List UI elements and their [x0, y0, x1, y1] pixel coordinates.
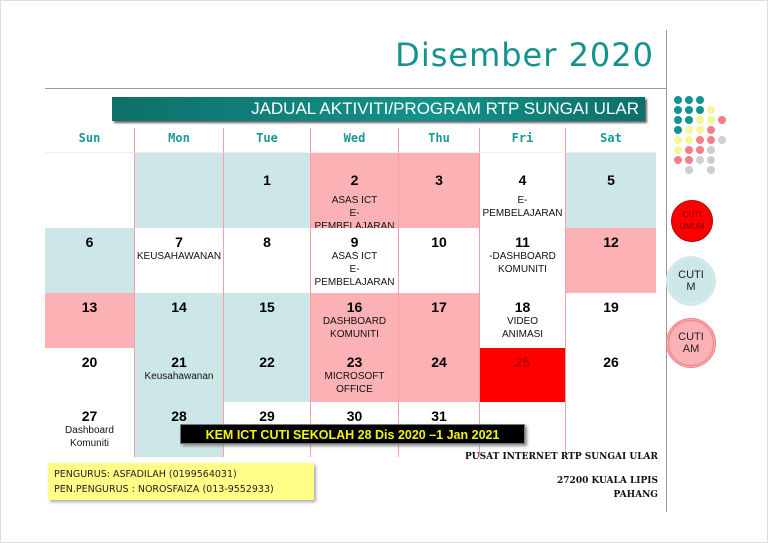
- day-cell[interactable]: [135, 153, 224, 228]
- dot: [685, 156, 693, 164]
- day-number: 11: [515, 234, 530, 250]
- day-number: 14: [171, 299, 187, 315]
- day-cell[interactable]: [135, 228, 224, 293]
- contact-manager: PENGURUS: ASFADILAH (0199564031): [54, 469, 237, 480]
- day-cell[interactable]: [45, 228, 135, 293]
- banner: JADUAL AKTIVITI/PROGRAM RTP SUNGAI ULAR: [112, 97, 645, 121]
- dot: [707, 166, 715, 174]
- day-number: 17: [431, 299, 447, 315]
- contact-box: [48, 463, 314, 500]
- day-cell[interactable]: [45, 348, 135, 402]
- contact-assistant: PEN.PENGURUS : NOROSFAIZA (013-9552933): [54, 484, 274, 495]
- day-cell[interactable]: [399, 153, 480, 228]
- day-cell[interactable]: [566, 402, 656, 457]
- address-line: PAHANG: [613, 490, 658, 500]
- dot: [707, 136, 715, 144]
- day-cell[interactable]: [480, 153, 566, 228]
- day-cell[interactable]: [311, 293, 399, 348]
- dot: [685, 116, 693, 124]
- day-cell[interactable]: [480, 348, 566, 402]
- day-number: 22: [259, 354, 275, 370]
- event-label: -DASHBOARD KOMUNITI: [489, 251, 556, 275]
- day-cell[interactable]: [135, 348, 224, 402]
- dot: [696, 126, 704, 134]
- day-cell[interactable]: [45, 153, 135, 228]
- day-number: 24: [431, 354, 447, 370]
- day-number: 16: [346, 299, 363, 315]
- day-number: 23: [346, 354, 363, 370]
- day-number: 27: [81, 408, 98, 424]
- event-label: ASAS ICT E-PEMBELAJARAN: [314, 195, 395, 228]
- dot: [707, 116, 715, 124]
- dot: [685, 166, 693, 174]
- day-cell[interactable]: [399, 348, 480, 402]
- dot: [707, 156, 715, 164]
- day-cell[interactable]: [311, 348, 399, 402]
- dot: [696, 96, 704, 104]
- notice-banner: KEM ICT CUTI SEKOLAH 28 Dis 2020 –1 Jan 2021: [180, 424, 525, 444]
- dot: [674, 106, 682, 114]
- dot: [718, 136, 726, 144]
- dot: [685, 106, 693, 114]
- day-number: 12: [603, 234, 619, 250]
- day-number: 9: [350, 234, 359, 250]
- dot: [696, 156, 704, 164]
- weekday-header: Thu: [399, 128, 480, 153]
- dot: [674, 146, 682, 154]
- day-cell[interactable]: [224, 348, 311, 402]
- day-cell[interactable]: [224, 153, 311, 228]
- day-cell[interactable]: [480, 228, 566, 293]
- weekday-header: Wed: [311, 128, 399, 153]
- day-number: 6: [85, 234, 94, 250]
- day-cell[interactable]: [135, 293, 224, 348]
- legend-cuti-m: CUTI M: [666, 256, 716, 306]
- weekday-header: Sat: [566, 128, 656, 153]
- day-number: 2: [350, 172, 359, 188]
- dot: [685, 126, 693, 134]
- day-number: 19: [603, 299, 619, 315]
- day-cell[interactable]: [311, 153, 399, 228]
- day-cell[interactable]: [566, 293, 656, 348]
- day-cell[interactable]: [566, 348, 656, 402]
- day-number: 21: [171, 354, 187, 370]
- event-label: MICROSOFT OFFICE: [324, 371, 385, 395]
- day-cell[interactable]: [224, 293, 311, 348]
- dot: [685, 96, 693, 104]
- day-number: 31: [431, 408, 447, 424]
- divider: [45, 88, 667, 89]
- day-number: 28: [171, 408, 187, 424]
- day-cell[interactable]: [399, 293, 480, 348]
- day-number: 1: [263, 172, 271, 188]
- address-line: 27200 KUALA LIPIS: [557, 476, 658, 486]
- weekday-header: Fri: [480, 128, 566, 153]
- dot: [674, 126, 682, 134]
- dot: [707, 126, 715, 134]
- day-cell[interactable]: [480, 293, 566, 348]
- dot: [696, 116, 704, 124]
- legend-cuti-umum: CUTI UMUM: [671, 200, 713, 242]
- event-label: Keusahawanan: [144, 371, 214, 382]
- weekday-header: Mon: [135, 128, 224, 153]
- dot: [674, 116, 682, 124]
- day-cell[interactable]: [224, 228, 311, 293]
- dot: [696, 106, 704, 114]
- day-number: 26: [603, 354, 619, 370]
- event-label: E-PEMBELAJARAN: [482, 195, 563, 219]
- event-label: ASAS ICT E- PEMBELAJARAN: [314, 251, 395, 288]
- day-number: 7: [175, 234, 183, 250]
- day-number: 29: [259, 408, 275, 424]
- day-number: 18: [514, 299, 531, 315]
- dot: [696, 146, 704, 154]
- weekday-header: Sun: [45, 128, 135, 153]
- dot: [685, 136, 693, 144]
- page-title: Disember 2020: [395, 36, 654, 74]
- day-cell[interactable]: [45, 293, 135, 348]
- dot: [674, 136, 682, 144]
- address-line: PUSAT INTERNET RTP SUNGAI ULAR: [465, 452, 658, 462]
- day-number: 15: [259, 299, 275, 315]
- dot: [674, 96, 682, 104]
- dot: [707, 106, 715, 114]
- day-cell[interactable]: [566, 228, 656, 293]
- event-label: KEUSAHAWANAN: [136, 251, 222, 262]
- day-number: 10: [431, 234, 447, 250]
- day-cell[interactable]: [311, 228, 399, 293]
- day-number: 4: [518, 172, 527, 188]
- event-label: Dashboard Komuniti: [65, 425, 114, 449]
- day-number: 30: [346, 408, 363, 424]
- day-number: 20: [81, 354, 98, 370]
- day-cell[interactable]: [566, 153, 656, 228]
- day-number: 25: [514, 354, 531, 370]
- dot: [718, 116, 726, 124]
- event-label: VIDEO ANIMASI: [501, 316, 544, 340]
- calendar-grid: [45, 128, 656, 457]
- day-number: 3: [435, 172, 443, 188]
- day-cell[interactable]: [399, 228, 480, 293]
- dot: [707, 146, 715, 154]
- day-cell[interactable]: [45, 402, 135, 457]
- dot: [696, 136, 704, 144]
- dot: [674, 156, 682, 164]
- weekday-header: Tue: [224, 128, 311, 153]
- day-number: 8: [263, 234, 271, 250]
- legend-cuti-am: CUTI AM: [666, 318, 716, 368]
- dot: [685, 146, 693, 154]
- day-number: 5: [607, 172, 615, 188]
- event-label: DASHBOARD KOMUNITI: [322, 316, 387, 340]
- day-number: 13: [81, 299, 98, 315]
